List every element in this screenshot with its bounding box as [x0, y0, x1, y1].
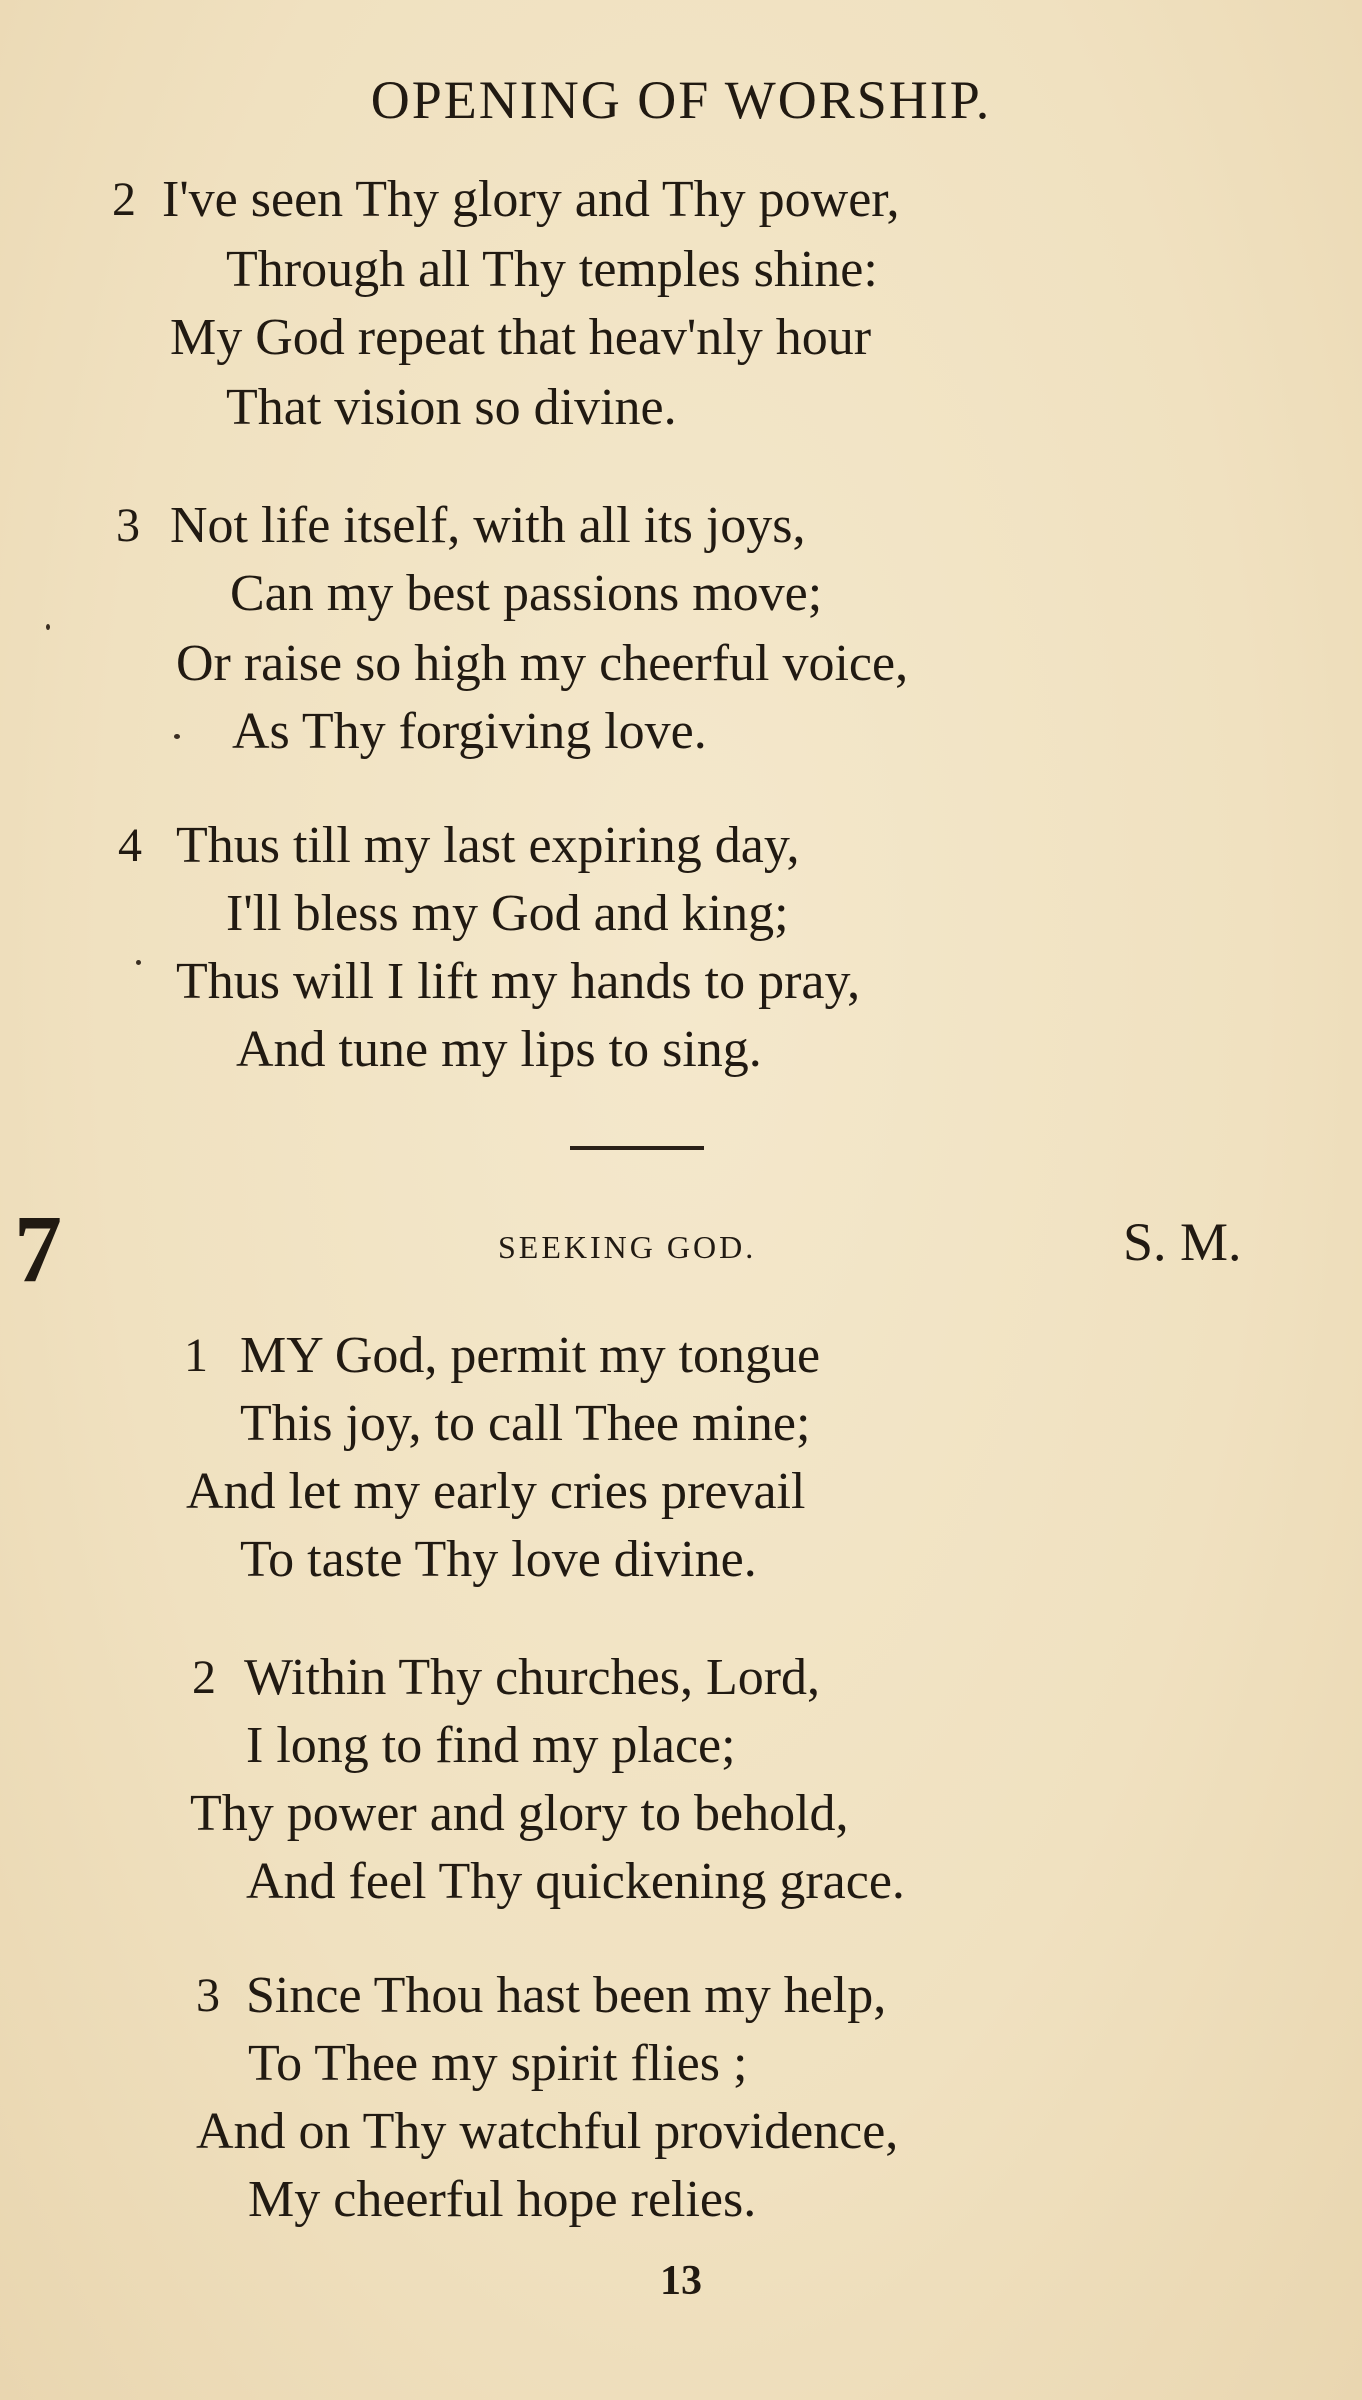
- verse-line: Or raise so high my cheerful voice,: [176, 635, 909, 692]
- verse-line: Thus till my last expiring day,: [176, 817, 800, 874]
- stanza-number: 2: [112, 173, 136, 226]
- page-number: 13: [660, 2258, 702, 2304]
- verse-line: My God repeat that heav'nly hour: [170, 309, 872, 366]
- verse-line: Not life itself, with all its joys,: [170, 497, 806, 554]
- ink-speck: [46, 624, 50, 630]
- verse-line: I've seen Thy glory and Thy power,: [162, 171, 900, 228]
- verse-line: Thy power and glory to behold,: [190, 1785, 849, 1842]
- verse-line: And let my early cries prevail: [186, 1463, 806, 1520]
- verse-line: To Thee my spirit flies ;: [248, 2035, 748, 2092]
- hymn-number: 7: [14, 1195, 62, 1302]
- verse-line: My cheerful hope relies.: [248, 2171, 757, 2228]
- verse-line: And tune my lips to sing.: [236, 1021, 762, 1078]
- section-divider: [570, 1146, 704, 1150]
- verse-line: And on Thy watchful providence,: [196, 2103, 899, 2160]
- verse-line: Since Thou hast been my help,: [246, 1967, 887, 2024]
- page-header: OPENING OF WORSHIP.: [370, 70, 992, 130]
- verse-line: I'll bless my God and king;: [226, 885, 789, 942]
- verse-line: That vision so divine.: [226, 379, 677, 436]
- verse-line: Thus will I lift my hands to pray,: [176, 953, 861, 1010]
- stanza-number: 2: [192, 1651, 216, 1704]
- verse-line: I long to find my place;: [246, 1717, 736, 1774]
- verse-line: And feel Thy quickening grace.: [246, 1853, 905, 1910]
- verse-line: Through all Thy temples shine:: [226, 241, 878, 298]
- stanza-number: 3: [196, 1969, 220, 2022]
- verse-line: Can my best passions move;: [230, 565, 823, 622]
- ink-speck: [136, 960, 141, 965]
- ink-speck: [174, 734, 180, 739]
- stanza-number: 1: [184, 1329, 208, 1382]
- verse-line: As Thy forgiving love.: [232, 703, 707, 760]
- hymn-meter: S. M.: [1123, 1212, 1242, 1272]
- stanza-number: 3: [116, 499, 140, 552]
- verse-line: This joy, to call Thee mine;: [240, 1395, 811, 1452]
- hymn-title: SEEKING GOD.: [498, 1229, 757, 1265]
- verse-line: Within Thy churches, Lord,: [244, 1649, 821, 1706]
- verse-line: To taste Thy love divine.: [240, 1531, 757, 1588]
- verse-line: MY God, permit my tongue: [240, 1327, 821, 1384]
- stanza-number: 4: [118, 819, 142, 872]
